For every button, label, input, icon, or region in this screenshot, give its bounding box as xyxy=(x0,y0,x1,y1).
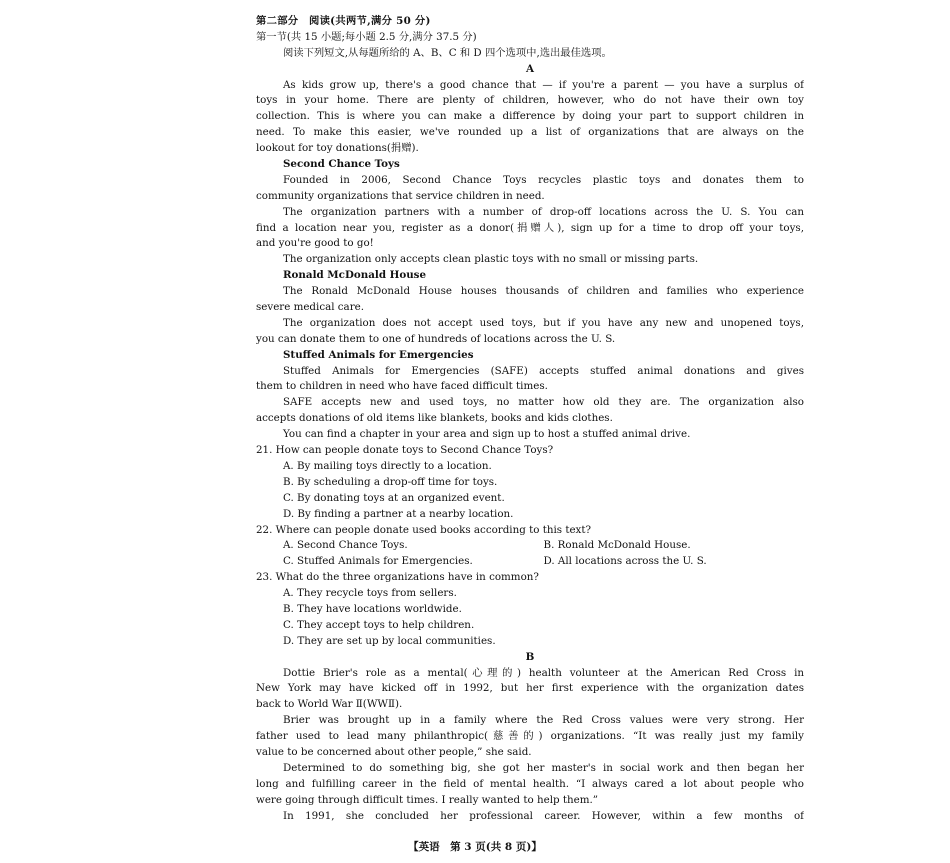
section-heading: 第一节(共 15 小题;每小题 2.5 分,满分 37.5 分) xyxy=(256,30,477,43)
option-c: C. Stuffed Animals for Emergencies. xyxy=(283,555,473,568)
text-line: Stuffed Animals for Emergencies (SAFE) accepts stuffed animal donations and gives xyxy=(283,364,804,377)
page-footer: 【英语 第 3 页(共 8 页)】 xyxy=(408,841,542,853)
text-line: The organization only accepts clean plastic toys with no small or missing parts. xyxy=(283,253,699,266)
question-21 xyxy=(256,443,804,522)
option-row xyxy=(256,538,804,554)
option-a: A. By mailing toys directly to a location. xyxy=(283,459,492,472)
text-line: need. To make this easier, we've rounded up a list of organizations that are always on the xyxy=(256,126,804,139)
option-b: B. They have locations worldwide. xyxy=(283,602,462,615)
text-line: severe medical care. xyxy=(256,301,364,314)
text-line: and you're good to go! xyxy=(256,237,374,250)
option-row xyxy=(256,554,804,570)
text-line: find a location near you, register as a donor(捐赠人), sign up for a time to drop off your toys, xyxy=(256,221,804,234)
text-line: SAFE accepts new and used toys, no matter how old they are. The organization also xyxy=(283,396,804,409)
passage-a-intro xyxy=(256,78,804,157)
exam-page xyxy=(256,14,804,824)
text-line: accepts donations of old items like blankets, books and kids clothes. xyxy=(256,412,613,425)
org-title-second-chance-toys: Second Chance Toys xyxy=(283,158,400,171)
org-title-safe: Stuffed Animals for Emergencies xyxy=(283,348,474,361)
passage-b-body xyxy=(256,666,804,825)
question-stem: 21. How can people donate toys to Second Chance Toys? xyxy=(256,444,554,457)
question-23 xyxy=(256,570,804,649)
option-b: B. By scheduling a drop-off time for toys. xyxy=(283,475,498,488)
text-line: toys in your home. There are plenty of children, however, who do not have their own toy xyxy=(256,94,804,107)
passage-a-label: A xyxy=(526,62,534,75)
passage-b-label: B xyxy=(525,650,535,663)
option-c: C. They accept toys to help children. xyxy=(283,618,475,631)
text-line: You can find a chapter in your area and sign up to host a stuffed animal drive. xyxy=(283,428,691,441)
text-line: were going through difficult times. I really wanted to help them.” xyxy=(256,793,599,806)
text-line: In 1991, she concluded her professional career. However, within a few months of xyxy=(283,809,804,822)
text-line: them to children in need who have faced difficult times. xyxy=(256,380,548,393)
option-a: A. They recycle toys from sellers. xyxy=(283,587,457,600)
text-line: Brier was brought up in a family where the Red Cross values were very strong. Her xyxy=(283,714,804,727)
text-line: Founded in 2006, Second Chance Toys recycles plastic toys and donates them to xyxy=(283,173,804,186)
text-line: father used to lead many philanthropic(慈善的) organizations. “It was really just my family xyxy=(256,730,804,743)
text-line: collection. This is where you can make a difference by doing your part to support children in xyxy=(256,110,804,123)
question-stem: 23. What do the three organizations have in common? xyxy=(256,571,539,584)
instructions: 阅读下列短文,从每题所给的 A、B、C 和 D 四个选项中,选出最佳选项。 xyxy=(283,46,612,59)
text-line: Determined to do something big, she got her master's in social work and then began her xyxy=(283,761,804,774)
option-a: A. Second Chance Toys. xyxy=(283,539,408,552)
option-c: C. By donating toys at an organized event. xyxy=(283,491,505,504)
text-line: New York may have kicked off in 1992, but her first experience with the organization dates xyxy=(256,682,804,695)
option-b: B. Ronald McDonald House. xyxy=(543,539,691,552)
text-line: As kids grow up, there's a good chance that — if you're a parent — you have a surplus of xyxy=(283,78,804,91)
text-line: The organization partners with a number of drop-off locations across the U. S. You can xyxy=(283,205,804,218)
part-heading: 第二部分 阅读(共两节,满分 50 分) xyxy=(256,15,431,27)
text-line: long and fulfilling career in the field of mental health. “I always cared a lot about people who xyxy=(256,777,804,790)
text-line: you can donate them to one of hundreds of locations across the U. S. xyxy=(256,332,616,345)
option-d: D. They are set up by local communities. xyxy=(283,634,496,647)
text-line: value to be concerned about other people,” she said. xyxy=(256,746,532,758)
text-line: Dottie Brier's role as a mental(心理的) health volunteer at the American Red Cross in xyxy=(283,666,804,679)
option-d: D. By finding a partner at a nearby location. xyxy=(283,507,514,520)
text-line: lookout for toy donations(捐赠). xyxy=(256,142,419,155)
text-line: The Ronald McDonald House houses thousands of children and families who experience xyxy=(283,285,804,298)
text-line: back to World War Ⅱ(WWⅡ). xyxy=(256,698,403,711)
question-22 xyxy=(256,523,804,571)
text-line: The organization does not accept used toys, but if you have any new and unopened toys, xyxy=(283,316,804,329)
org-title-ronald-mcdonald-house: Ronald McDonald House xyxy=(283,269,427,282)
text-line: community organizations that service children in need. xyxy=(256,189,545,202)
option-d: D. All locations across the U. S. xyxy=(543,555,707,568)
question-stem: 22. Where can people donate used books according to this text? xyxy=(256,523,592,536)
